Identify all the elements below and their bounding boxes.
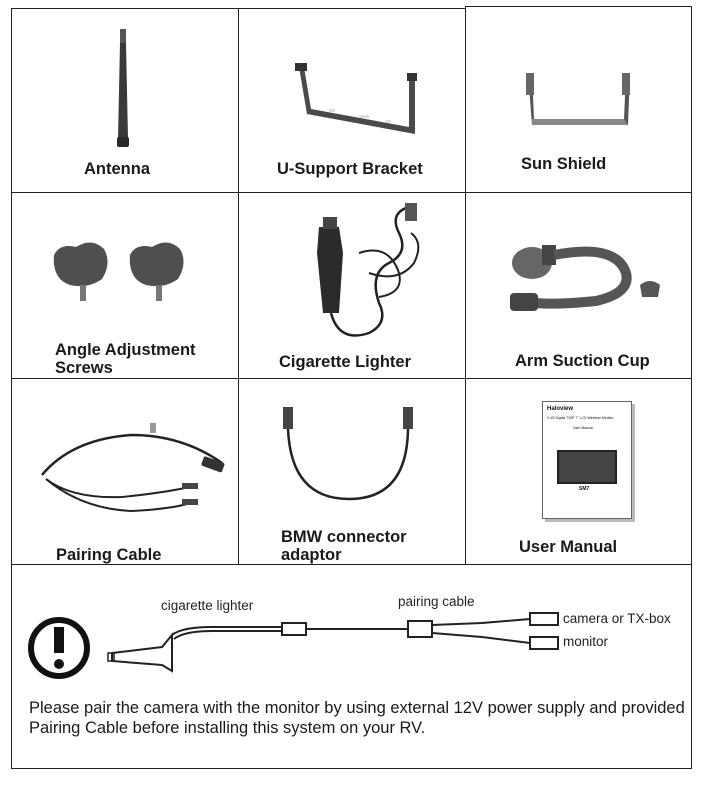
manual-thumbnail — [542, 401, 632, 519]
item-label: User Manual — [519, 538, 618, 556]
accessories-grid — [11, 8, 692, 565]
pairing-cable-image — [12, 379, 240, 566]
cell-pairing-cable — [11, 378, 239, 565]
manual-monitor-image — [557, 450, 617, 484]
manual-subtitle: 2.4G Digital 720P 7" LCD Wireless Monitor — [547, 416, 614, 420]
pairing-cable-label: pairing cable — [398, 594, 475, 609]
manual-brand: Haloview — [547, 406, 574, 412]
cell-angle-adjustment-screws — [11, 192, 239, 379]
cell-antenna — [11, 8, 239, 193]
cell-sun-shield — [465, 6, 692, 193]
cigarette-lighter-label: cigarette lighter — [161, 598, 254, 613]
item-label: U-Support Bracket — [277, 160, 423, 178]
item-label: Cigarette Lighter — [279, 353, 412, 371]
item-label: BMW connector adaptor — [281, 528, 407, 564]
cell-bmw-connector-adaptor — [238, 378, 466, 565]
manual-model: SM7 — [579, 486, 590, 492]
cell-cigarette-lighter — [238, 192, 466, 379]
cell-user-manual — [465, 378, 692, 565]
monitor-label: monitor — [563, 634, 609, 649]
pairing-diagram — [12, 565, 693, 770]
item-label: Arm Suction Cup — [515, 352, 650, 370]
cell-arm-suction-cup — [465, 192, 692, 379]
manual-doc: User Manual — [573, 426, 593, 430]
item-label: Antenna — [84, 160, 150, 178]
item-label: Pairing Cable — [56, 546, 162, 564]
cell-u-support-bracket — [238, 8, 466, 193]
cigarette-lighter-image — [239, 193, 467, 380]
item-label: Angle Adjustment Screws — [55, 341, 196, 377]
pairing-note-box — [11, 564, 692, 769]
pairing-note-text: Please pair the camera with the monitor by using external 12V power supply and provided Pairing Cable before installing this system on your RV. — [29, 699, 685, 737]
camera-label: camera or TX-box — [563, 611, 671, 626]
item-label: Sun Shield — [521, 155, 607, 173]
